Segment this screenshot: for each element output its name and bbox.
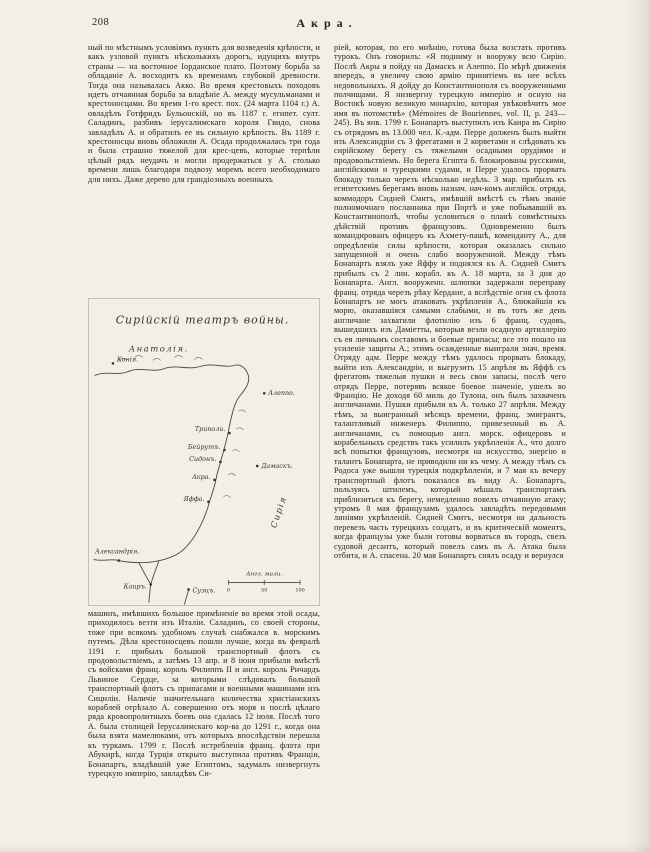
suez-gulf [185,589,189,604]
coastline [94,365,249,563]
map-region-syria: Сирія [268,494,289,530]
label-konia: Конія. [116,355,139,364]
marker-damascus [256,465,259,468]
scale-num-0: 0 [226,587,230,594]
marker-akra [213,479,216,482]
map-title: Сирійскій театръ войны. [115,313,290,327]
label-suez: Суэцъ. [192,586,216,595]
label-aleppo: Алеппо. [268,389,295,398]
map-figure [88,298,320,606]
label-sidon: Сидонъ. [189,454,217,463]
right-column [334,43,566,778]
marker-konia [112,362,115,365]
article-paragraph-bottom: машинъ, имѣвшихъ большое примѣненіе во время этой осады, приходилось везти изъ Италіи. Саладинъ, со своей стороны, тоже при всякомъ удобномъ случаѣ снабжался в. морскимъ путемъ. Дѣла крестоносцевъ пошли лучше, когда въ февралѣ 1191 г. прибылъ большой транспортный флотъ съ продовольствіемъ, а затѣмъ 13 апр. и 8 іюня прибыли вмѣстѣ съ войсками франц. король Филиппъ II и англ. король Ричардъ Львиное Сердце, за которыми слѣдовалъ большой транспортный флотъ съ припасами и военными машинами изъ Сициліи. Наличіе значительнаго количества христіанскихъ кораблей отрѣзало А. совершенно отъ моря и послѣ цѣлаго ряда кровопролитныхъ боевъ она сдалась 12 іюля. Послѣ того А. была столицей Іерусалимскаго кор-ва до 1291 г., когда она была взята мамелюками, отъ которыхъ впослѣдствіи перешла къ туркамъ. 1799 г. Послѣ истребленія франц. флота при Абукирѣ, когда Турція открыто выступила противъ Франціи, Бонапартъ, владѣвшій уже Египтомъ, задумалъ низвергнуть турецкую имперію, завладѣвъ Си- [88,609,320,778]
text-columns [88,43,566,778]
marker-beirut [223,449,226,452]
scale-num-100: 100 [295,587,305,594]
marker-tripoli [228,432,231,435]
scale-label: Англ. мили. [246,571,283,578]
article-paragraph-right: ріей, которая, по его мнѣнію, готова была возстать противъ турокъ. Онъ говорилъ: «Я подниму и вооружу всю Сирію. Послѣ Акры я пойду на Дамаскъ и Алеппо. По мѣрѣ движенія впередъ, я увеличу свою армію принятіемъ въ нее всѣхъ недовольныхъ. Я дойду до Константинополя съ вооруженными полчищами. Я низвергну турецкую имперію и осную на Востокѣ новую великую монархію, которая увѣковѣчитъ мое имя въ потомствѣ» (Mémoires de Bouriennes, vol. II, p. 243—245). Въ янв. 1799 г. Бонапартъ выступилъ изъ Каира въ Сирію съ отрядомъ въ 13.000 чел. К.-адм. Перре долженъ былъ выйти изъ Александріи съ 3 фрегатами и 2 корветами и слѣдовать къ сирійскому берегу съ тяжелыми осадными орудіями и продовольствіемъ. Но берега Египта б. блокированы русскими, англійскими и турецкими судами, и Перре удалось прорвать блокаду только черезъ нѣсколько недѣль. 3 мар. прибылъ къ египетскимъ берегамъ вновь назнач. нач-комъ англійск. отряда, коммодоръ Сидней Смитъ, имѣвшій вмѣстѣ съ тѣмъ званіе полномочнаго посланника при Портѣ и уже побывавшій въ Константинополѣ, чтобы условиться о планѣ совмѣстныхъ дѣйствій противъ французовъ. Одновременно былъ командированъ офицеръ къ Ахмету-пашѣ, коменданту А., для опредѣленія силы крѣпости, которая оказалась сильно запущенной и очень слабо вооруженной. Между тѣмъ Бонапартъ взялъ уже Яффу и поднялся къ А. Сидней Смитъ прибылъ съ 2 лин. корабл. къ А. 18 марта, за 3 дня до Бонапарта. Англ. вооруженн. шлюпки задержали переправу франц. отряда черезъ рѣку Кердане, а вслѣдствіе огня съ флота Бонапартъ не могъ атаковать укрѣпленія А., ближайшія къ морю, оказавшіяся самыми слабыми, и въ тотъ же день англичане захватили флотилію изъ 6 франц. судовъ, вышедшихъ изъ Даміетты, которыя везли осадную артиллерію съ ея личнымъ составомъ и боевые припасы; все это пошло на усиленіе защиты А.; этимъ осажденные выиграли знач. время. Отряду адм. Перре между тѣмъ удалось прорвать блокаду, выйти изъ Александріи, и выгрузить 15 апрѣля въ Яффѣ съ фрегатовъ тяжелыя пушки и весь свои запасы, послѣ чего отрядъ Перре, потерявъ всякое боевое значеніе, ушелъ во Францію. Не доходя 60 миль до Тулона, онъ былъ захваченъ англичанами. Пушки прибыли къ А. только 27 апрѣля. Между тѣмъ, за выигранный мѣсяцъ времени, франц. эмигрантъ, талантливый инженеръ Филиппо, привезенный въ А. англичанами, съ помощью англ. морск. офицеровъ и корабельныхъ средствъ такъ усилилъ укрѣпленія А., что долго всѣ попытки французовъ, несмотря на искусство, энергію и талантъ Бонапарта, не приводили ни къ чему. А между тѣмъ съ Родоса уже вышли турецкія подкрѣпленія, и 7 мая къ вечеру транспортный флотъ показался въ виду А. Бонапартъ, пользуясь штилемъ, который мѣшалъ транспортамъ приблизиться къ берегу, немедленно повелъ отчаянную атаку; утромъ 8 мая французамъ удалось завладѣть передовыми линіями укрѣпленій. Сидней Смитъ, несмотря на дальность перевезъ часть турецкихъ солдатъ, и въ критическій моментъ, когда французы уже были готовы ворваться въ городъ, свезъ судовой десантъ, который повелъ самъ въ А. Атака была отбита, и А. спасена. 20 мая Бонапартъ снялъ осаду и вернулся [334,43,566,560]
map-region-anatolia: Анатолія. [128,343,189,354]
syrian-theatre-map [89,299,319,605]
page-title: Акра. [296,16,358,30]
marker-alexandria [118,559,121,562]
page-number: 208 [92,17,110,28]
page-header [88,16,566,32]
marker-sidon [219,461,222,464]
marker-aleppo [263,392,266,395]
marker-suez [187,588,190,591]
marker-jaffa [207,500,210,503]
page-edge-shadow-bottom [0,842,650,852]
article-paragraph-top: ный по мѣстнымъ условіямъ пунктъ для возведенія крѣпости, и какъ узловой пунктъ нѣсколькихъ дорогъ, идущихъ внутрь страны — на восточное Іорданское плато. Поэтому борьба за обладаніе А. восходитъ къ временамъ глубокой древности. Тогда она называлась Акко. Во время крестовыхъ походовъ идетъ отчаянная борьба за владѣніе А. между мусульманами и крестоносцами. Во время 1-го крест. пох. (24 марта 1104 г.) А. овладѣлъ Готфридъ Бульонскій, но въ 1187 г. египет. султ. Саладинъ, разбивъ іерусалимскаго короля Гвидо, снова завладѣлъ А. и обратилъ ее въ сильную крѣпость. Въ 1189 г. крестоносцы вновь обложили А. Осада продолжалась три года и была страшно тяжелой для крес-цевъ, которые терпѣли цѣлый рядъ неудачъ и могли продержаться у А. столько времени лишь благодаря подвозу моремъ всего необходимаго для нихъ. Даже дерево для грандіозныхъ военныхъ [88,43,320,184]
page-edge-shadow-right [628,0,650,852]
scale-num-50: 50 [261,587,268,594]
relief-hatching [119,355,245,497]
label-beirut: Бейрутъ. [187,443,221,452]
marker-cairo [149,583,152,586]
label-alexandria: Александрія. [94,547,140,556]
left-column [88,43,320,778]
label-akra: Акра. [191,472,211,481]
label-damascus: Дамаскъ. [261,461,293,470]
label-cairo: Каиръ. [123,582,147,591]
label-tripoli: Триполи. [194,425,226,434]
label-jaffa: Яффа. [183,494,205,503]
